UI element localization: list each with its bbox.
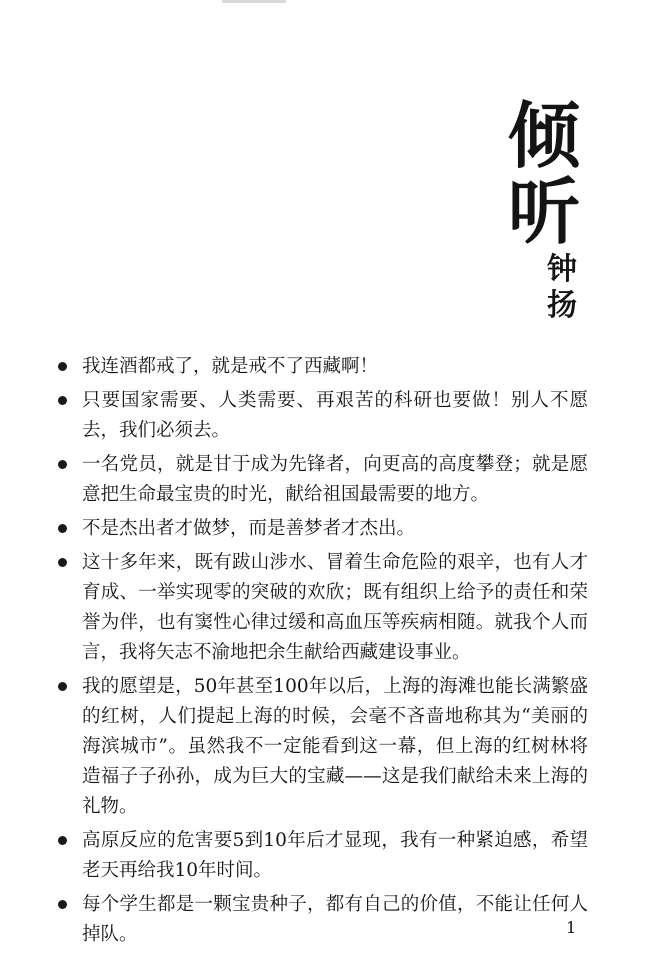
scan-edge-mark <box>222 0 286 3</box>
bullet-icon <box>58 558 67 567</box>
bullet-icon <box>58 362 67 371</box>
quote-text: 我连酒都戒了，就是戒不了西藏啊！ <box>82 356 379 377</box>
quote-item <box>58 548 588 668</box>
bullet-icon <box>58 836 67 845</box>
quote-text: 我的愿望是，50年甚至100年以后，上海的海滩也能长满繁盛的红树，人们提起上海的时候，会毫不吝啬地称其为“美丽的海滨城市”。虽然我不一定能看到这一幕，但上海的红树林将造福子子孙孙，成为巨大的宝藏——这是我们献给未来上海的礼物。 <box>82 676 588 817</box>
title-char: 倾 <box>508 93 581 178</box>
quote-item <box>58 352 588 382</box>
page-number: 1 <box>566 918 577 937</box>
quote-item <box>58 514 588 544</box>
author-name <box>547 252 587 324</box>
quote-item <box>58 826 588 886</box>
author-char: 钟 <box>547 252 577 287</box>
quote-text: 每个学生都是一颗宝贵种子，都有自己的价值，不能让任何人掉队。 <box>82 894 588 945</box>
quote-item <box>58 450 588 510</box>
quote-text: 不是杰出者才做梦，而是善梦者才杰出。 <box>82 518 416 539</box>
quote-text: 只要国家需要、人类需要、再艰苦的科研也要做！别人不愿去，我们必须去。 <box>82 390 588 441</box>
quote-item <box>58 386 588 446</box>
bullet-icon <box>58 900 67 909</box>
quote-text: 这十多年来，既有跋山涉水、冒着生命危险的艰辛，也有人才育成、一举实现零的突破的欢欣；既有组织上给予的责任和荣誉为伴，也有窦性心律过缓和高血压等疾病相随。就我个人而言，我将矢志不渝地把余生献给西藏建设事业。 <box>82 552 588 663</box>
bullet-icon <box>58 524 67 533</box>
bullet-icon <box>58 682 67 691</box>
author-char: 扬 <box>547 288 577 323</box>
quote-text: 一名党员，就是甘于成为先锋者，向更高的高度攀登；就是愿意把生命最宝贵的时光，献给祖国最需要的地方。 <box>82 454 588 505</box>
quote-list <box>58 352 588 954</box>
bullet-icon <box>58 396 67 405</box>
quote-item <box>58 890 588 950</box>
quote-item <box>58 672 588 822</box>
page-title <box>508 93 592 254</box>
quote-text: 高原反应的危害要5到10年后才显现，我有一种紧迫感，希望老天再给我10年时间。 <box>82 830 588 881</box>
title-char: 听 <box>508 169 581 254</box>
bullet-icon <box>58 460 67 469</box>
